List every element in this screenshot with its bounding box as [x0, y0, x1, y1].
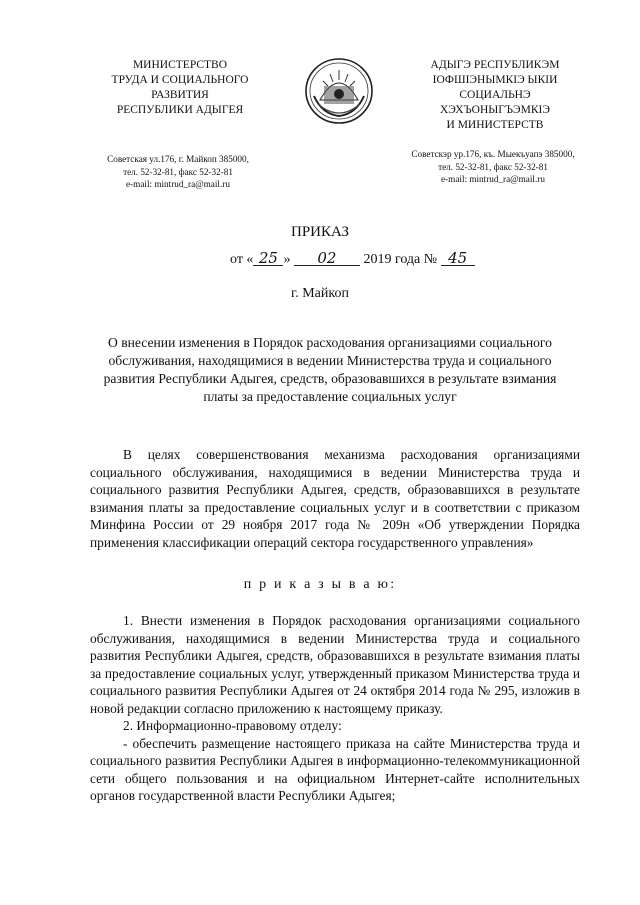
- header-right-line: СОЦИАЛЬНЭ: [459, 89, 531, 101]
- contact-block-russian: [78, 153, 278, 191]
- date-prefix: от «: [230, 252, 254, 267]
- header-right-line: И МИНИСТЕРСТВ: [446, 119, 544, 131]
- contact-address: Советская ул.176, г. Майкоп 385000,: [107, 154, 249, 164]
- header-left-line: ТРУДА И СОЦИАЛЬНОГО: [111, 74, 249, 86]
- order-item-1: 1. Внести изменения в Порядок расходования организациями социального обслуживания, находящимися в ведении Министерства труда и социального развития Республики Адыгея, средств, образовавшихся в результате взимания платы за предоставление социальных услуг, утвержденный приказом Министерства труда и социального развития Республики Адыгея от 24 октября 2014 года № 295, изложив в новой редакции согласно приложению к настоящему приказу.: [90, 613, 580, 716]
- document-type-title: ПРИКАЗ: [291, 224, 349, 240]
- order-items-block: [90, 612, 580, 805]
- order-item-2-subitem: - обеспечить размещение настоящего приказа на сайте Министерства труда и социального развития Республики Адыгея в информационно-телекоммуникационной сети общего пользования и на официальном Интернет-сайте исполнительных органов государственной власти Республики Адыгея;: [90, 735, 580, 803]
- contact-phone: тел. 52-32-81, факс 52-32-81: [123, 166, 233, 177]
- header-right-line: АДЫГЭ РЕСПУБЛИКЭМ: [430, 59, 560, 71]
- contact-address: Советскэр ур.176, къ. Мыекъуапэ 385000,: [411, 149, 575, 159]
- date-month-handwritten: 02: [294, 251, 360, 266]
- contact-block-adyghe: [383, 148, 603, 186]
- header-left-line: МИНИСТЕРСТВО: [132, 59, 228, 71]
- contact-email: e-mail: mintrud_ra@mail.ru: [126, 179, 230, 189]
- order-subject: О внесении изменения в Порядок расходования организациями социального обслуживания, находящимися в ведении Министерства труда и социального развития Республики Адыгея, средств, образовавшихся в результате взимания платы за предоставление социальных услуг: [103, 335, 557, 404]
- contact-email: e-mail: mintrud_ra@mail.ru: [441, 174, 545, 184]
- republic-emblem-icon: [302, 56, 376, 126]
- ministry-name-adyghe: [395, 58, 595, 133]
- header-right-line: ХЭХЪОНЫГЪЭМКIЭ: [440, 104, 550, 116]
- contact-phone: тел. 52-32-81, факс 52-32-81: [438, 161, 548, 172]
- order-date-line: [230, 251, 475, 268]
- preamble-block: [90, 446, 580, 551]
- date-quote-close: »: [283, 252, 291, 267]
- preamble-paragraph: В целях совершенствования механизма расходования организациями социального обслуживания, находящимися в ведении Министерства труда и социального развития Республики Адыгея, средств, образовавшихся в результате взимания платы за предоставление социальных услуг и в соответствии с приказом Минфина России от 29 ноября 2017 года № 209н «Об утверждении Порядка применения классификации операций сектора государственного управления»: [90, 447, 580, 550]
- order-number-handwritten: 45: [441, 251, 475, 266]
- ministry-name-russian: [100, 58, 260, 118]
- city-name: г. Майкоп: [291, 286, 349, 301]
- header-left-line: РАЗВИТИЯ: [151, 89, 209, 101]
- header-right-line: IОФШIЭНЫМКIЭ ЫКIИ: [432, 74, 558, 86]
- date-day-handwritten: 25: [253, 251, 283, 266]
- date-year-text: 2019 года №: [363, 252, 438, 267]
- order-directive-word: п р и к а з ы в а ю:: [243, 577, 397, 592]
- header-left-line: РЕСПУБЛИКИ АДЫГЕЯ: [116, 104, 244, 116]
- order-item-2: 2. Информационно-правовому отделу:: [123, 718, 342, 733]
